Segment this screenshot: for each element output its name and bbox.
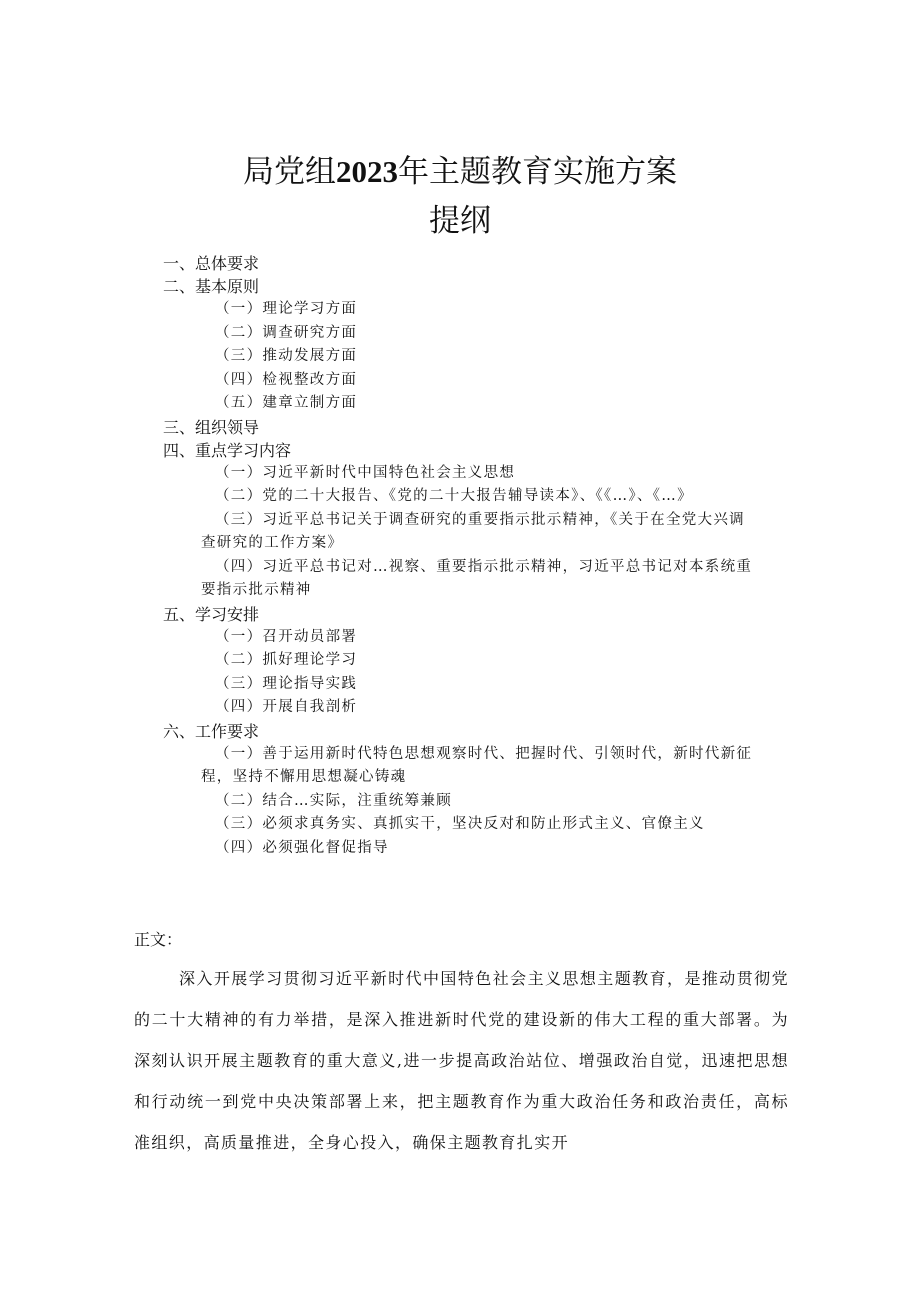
outline-item: （三）必须求真务实、真抓实干，坚决反对和防止形式主义、官僚主义 [215, 816, 705, 832]
section-heading-5: 五、学习安排 [163, 604, 260, 624]
body-paragraph: 深入开展学习贯彻习近平新时代中国特色社会主义思想主题教育，是推动贯彻党的二十大精神的有力举措，是深入推进新时代党的建设新的伟大工程的重大部署。为深刻认识开展主题教育的重大意义,进一步提高政治站位、增强政治自觉，迅速把思想和行动统一到党中央决策部署上来，把主题教育作为重大政治任务和政治责任，高标准组织，高质量推进，全身心投入，确保主题教育扎实开 [134, 969, 789, 1152]
outline-item-line: （一）善于运用新时代特色思想观察时代、把握时代、引领时代，新时代新征 [215, 745, 753, 762]
outline-item-line: （四）习近平总书记对…视察、重要指示批示精神，习近平总书记对本系统重 [215, 558, 753, 575]
outline-item: （五）建章立制方面 [215, 395, 358, 411]
outline-item-line: （三）习近平总书记关于调查研究的重要指示批示精神，《关于在全党大兴调 [215, 511, 745, 528]
title-suffix: 年主题教育实施方案 [398, 154, 677, 190]
section-heading-2: 二、基本原则 [163, 277, 260, 296]
outline-item-continuation: 查研究的工作方案》 [201, 535, 344, 551]
body-label: 正文： [134, 930, 183, 949]
outline-item: （三）推动发展方面 [215, 348, 358, 364]
outline-item: （二）结合…实际，注重统筹兼顾 [215, 792, 452, 809]
section-heading-4: 四、重点学习内容 [163, 440, 292, 460]
title-year: 2023 [336, 154, 398, 189]
document-title [0, 152, 920, 192]
outline-item: （二）调查研究方面 [215, 324, 358, 341]
section-heading-6: 六、工作要求 [163, 721, 260, 741]
outline-item: （二）抓好理论学习 [215, 652, 358, 668]
outline-item-continuation: 要指示批示精神 [201, 582, 312, 598]
title-prefix: 局党组 [243, 154, 336, 190]
outline-item [163, 743, 791, 790]
section-heading-1: 一、总体要求 [163, 254, 260, 273]
outline-item: （一）习近平新时代中国特色社会主义思想 [215, 464, 516, 481]
outline-item [163, 556, 791, 603]
section-heading-3: 三、组织领导 [163, 417, 260, 437]
outline-item: （二）党的二十大报告、《党的二十大报告辅导读本》、《《…》、《…》 [215, 488, 693, 504]
outline-item: （四）检视整改方面 [215, 371, 358, 388]
outline-item-continuation: 程，坚持不懈用思想凝心铸魂 [201, 769, 407, 785]
outline-item: （一）理论学习方面 [215, 301, 358, 317]
outline-item: （四）开展自我剖析 [215, 699, 358, 715]
outline-item: （三）理论指导实践 [215, 675, 358, 692]
outline-item [163, 509, 791, 556]
outline-item: （一）召开动员部署 [215, 628, 358, 645]
outline [163, 252, 803, 860]
document-subtitle: 提纲 [429, 203, 491, 239]
outline-item: （四）必须强化督促指导 [215, 839, 389, 856]
